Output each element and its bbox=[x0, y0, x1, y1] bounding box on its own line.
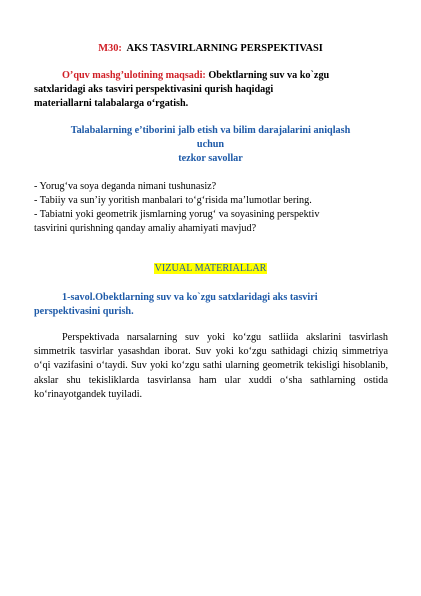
section-heading-2: perspektivasini qurish. bbox=[34, 306, 134, 317]
body-paragraph: Perspektivada narsalarning suv yoki ko‘zgu satliida akslarini tasvirlash simmetrik tasvirlar yasashdan iborat. Suv yoki ko‘zgu sathidagi chiziq simmetriya o‘qi vazifasini o‘taydi. Suv yoki ko‘zgu sathi ularning geometrik tekisligi hisoblanib, akslar shu tekisliklarda tasvirlansa ham ular xuddi o‘sha sathlarning ostida ko‘rinayotgandek tuyiladi. bbox=[34, 332, 388, 400]
page-title bbox=[0, 42, 421, 55]
question-3-continued: tasvirini qurishning qanday amaliy ahamiyati mavjud? bbox=[34, 223, 257, 234]
attention-heading-1: Talabalarning e’tiborini jalb etish va bilim darajalarini aniqlash bbox=[70, 125, 351, 136]
visual-materials-heading bbox=[0, 262, 421, 275]
purpose-line-2: satxlaridagi aks tasviri perspektivasini qurish haqidagi bbox=[34, 84, 274, 95]
lesson-code: M30: bbox=[98, 43, 122, 54]
section-heading-1: 1-savol.Obektlarning suv va ko`zgu satxlaridagi aks tasviri bbox=[62, 292, 318, 303]
purpose-label: O’quv mashg’ulotining maqsadi: bbox=[62, 70, 206, 81]
question-2: - Tabiiy va sun’iy yoritish manbalari to‘g‘risida ma’lumotlar bering. bbox=[34, 195, 312, 206]
purpose-line-1 bbox=[62, 69, 329, 82]
visual-materials-text: VIZUAL MATERIALLAR bbox=[154, 263, 267, 274]
title-text: AKS TASVIRLARNING PERSPEKTIVASI bbox=[126, 43, 323, 54]
attention-heading-3: tezkor savollar bbox=[178, 153, 243, 164]
purpose-line-3: materiallarni talabalarga o‘rgatish. bbox=[34, 98, 189, 109]
question-1: - Yorug‘va soya deganda nimani tushunasiz? bbox=[34, 181, 217, 192]
purpose-text-1: Obektlarning suv va ko`zgu bbox=[208, 70, 330, 81]
attention-heading-2: uchun bbox=[196, 139, 225, 150]
question-3: - Tabiatni yoki geometrik jismlarning yorug‘ va soyasining perspektiv bbox=[34, 209, 320, 220]
